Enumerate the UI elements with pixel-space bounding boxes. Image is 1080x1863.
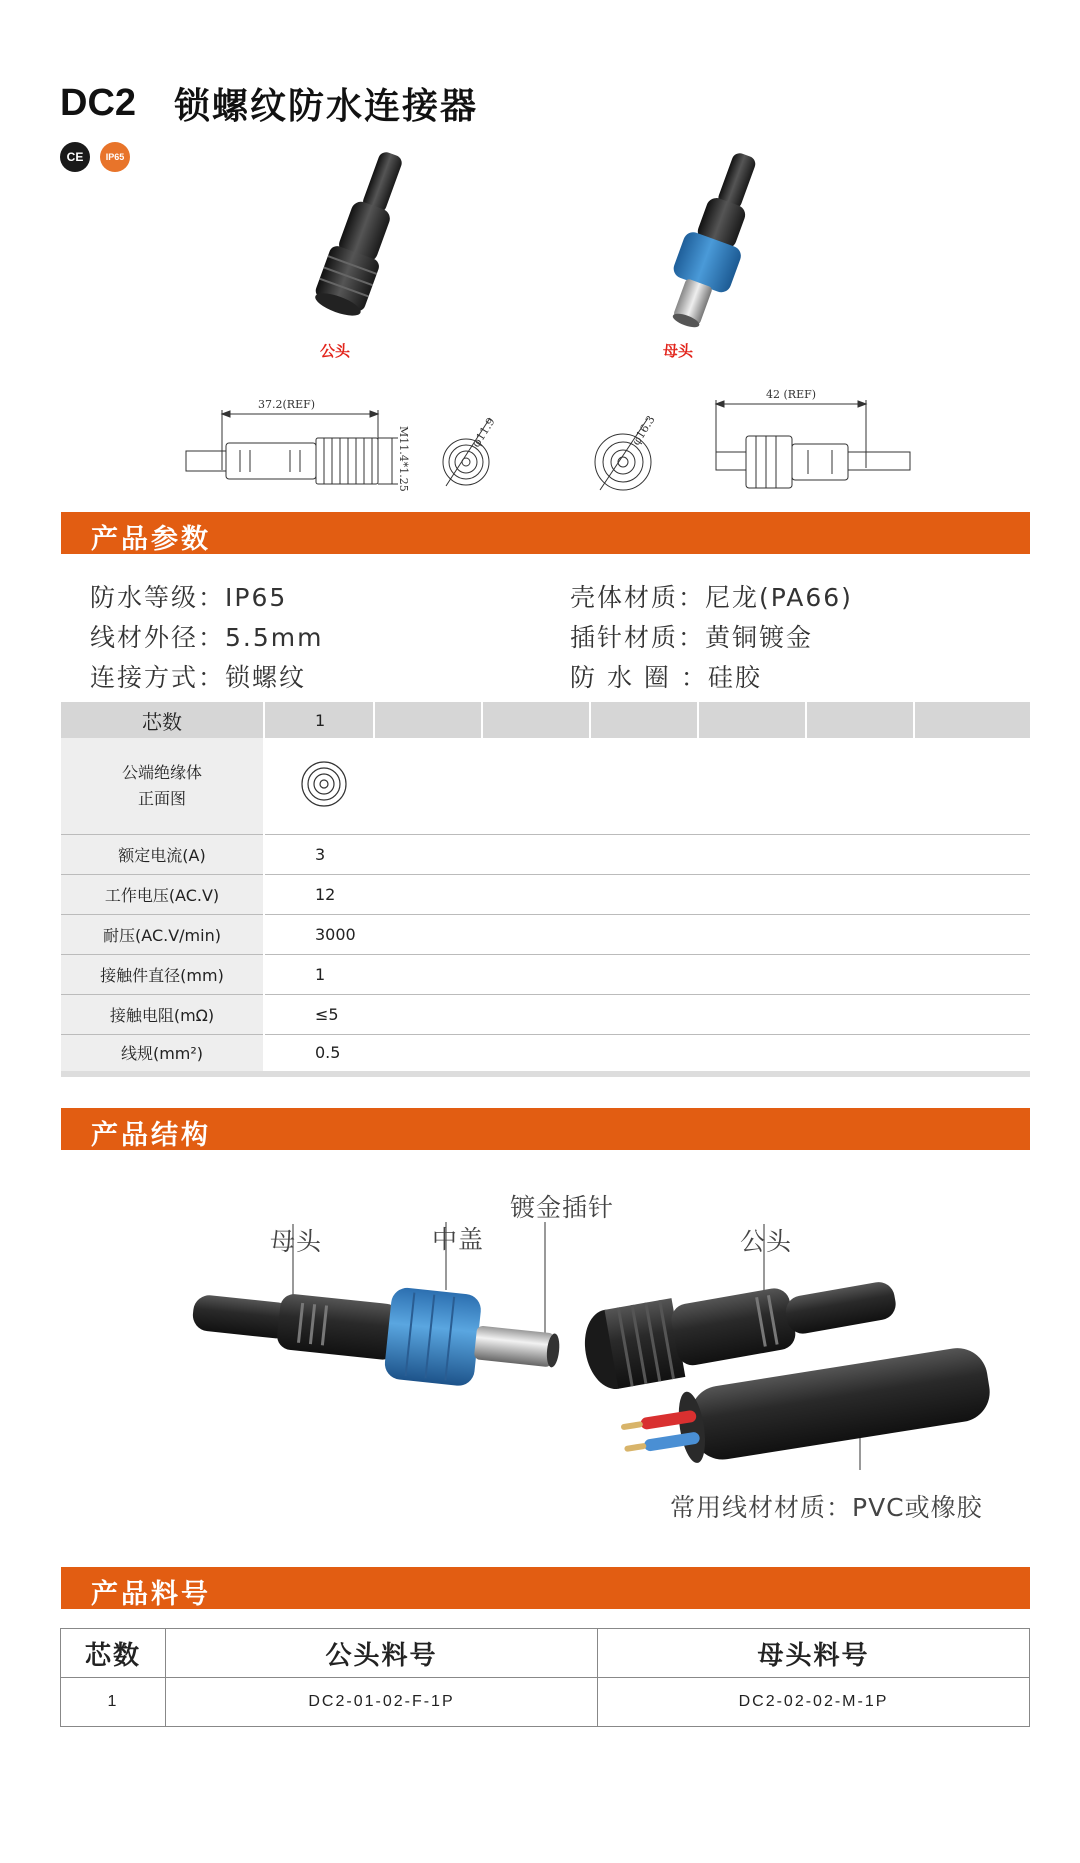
spec-row-label: 接触电阻(mΩ) xyxy=(61,994,264,1034)
part-table-row xyxy=(61,1678,1030,1727)
label-female: 母头 xyxy=(270,1227,323,1256)
spec-row-label: 线规(mm²) xyxy=(61,1034,264,1074)
male-caption: 公头 xyxy=(320,342,351,360)
label-gold-pin: 镀金插针 xyxy=(510,1193,615,1222)
spec-row-value: 1 xyxy=(264,954,1030,994)
spec-row xyxy=(61,1034,1030,1074)
section-part-numbers-bar xyxy=(61,1567,1030,1609)
spec-head-row xyxy=(61,702,1030,738)
section-params-bar xyxy=(61,512,1030,554)
spec-row-value: 12 xyxy=(264,874,1030,914)
param-cable-od: 线材外径：5.5mm xyxy=(90,623,324,652)
spec-head-empty xyxy=(374,702,482,738)
spec-row xyxy=(61,994,1030,1034)
spec-head-empty xyxy=(914,702,1030,738)
param-seal: 防 水 圈 ：硅胶 xyxy=(570,663,762,692)
insulator-front-icon xyxy=(299,759,349,809)
spec-row-label: 工作电压(AC.V) xyxy=(61,874,264,914)
spec-head-label: 芯数 xyxy=(61,702,264,738)
cell-female-pn: DC2-02-02-M-1P xyxy=(598,1678,1030,1727)
cert-badges xyxy=(60,142,130,172)
spec-row-label: 接触件直径(mm) xyxy=(61,954,264,994)
spec-row-label: 额定电流(A) xyxy=(61,834,264,874)
param-connection: 连接方式：锁螺纹 xyxy=(90,663,307,692)
spec-front-row xyxy=(61,738,1030,834)
spec-front-image-cell xyxy=(264,738,1030,834)
spec-front-label-line2: 正面图 xyxy=(137,788,186,808)
page-title xyxy=(60,78,478,129)
female-connector-image xyxy=(640,148,780,338)
spec-row xyxy=(61,834,1030,874)
spec-front-label xyxy=(61,738,264,834)
part-table-header xyxy=(61,1629,1030,1678)
spec-head-empty xyxy=(590,702,698,738)
section-part-numbers-title: 产品料号 xyxy=(91,1579,211,1610)
spec-row-value: 3 xyxy=(264,834,1030,874)
label-male: 公头 xyxy=(740,1227,793,1256)
male-diameter-dim: φ11.9 xyxy=(469,415,498,450)
spec-row xyxy=(61,914,1030,954)
param-waterproof: 防水等级：IP65 xyxy=(90,583,288,612)
model-number: DC2 xyxy=(60,82,137,124)
spec-head-empty xyxy=(698,702,806,738)
ce-badge-icon: CE xyxy=(60,142,90,172)
product-name: 锁螺纹防水连接器 xyxy=(174,86,479,127)
spec-table xyxy=(61,702,1030,1077)
col-header-cores: 芯数 xyxy=(61,1629,166,1678)
part-number-table xyxy=(60,1628,1030,1727)
female-caption: 母头 xyxy=(663,342,694,360)
male-connector-image xyxy=(290,148,430,328)
cell-male-pn: DC2-01-02-F-1P xyxy=(166,1678,598,1727)
technical-drawings xyxy=(0,378,1080,508)
section-params-title: 产品参数 xyxy=(91,524,211,555)
spec-head-empty xyxy=(806,702,914,738)
structure-diagram xyxy=(0,1180,1080,1560)
spec-front-label-line1: 公端绝缘体 xyxy=(121,762,202,782)
param-housing: 壳体材质：尼龙(PA66) xyxy=(570,583,853,612)
spec-row-value: 3000 xyxy=(264,914,1030,954)
col-header-female-pn: 母头料号 xyxy=(598,1629,1030,1678)
cell-cores: 1 xyxy=(61,1678,166,1727)
female-diameter-dim: φ16.3 xyxy=(629,413,658,448)
ip65-badge-icon: IP65 xyxy=(100,142,130,172)
female-length-dim: 42 (REF) xyxy=(766,388,817,401)
section-structure-bar xyxy=(61,1108,1030,1150)
spec-row-value: ≤5 xyxy=(264,994,1030,1034)
spec-row-value: 0.5 xyxy=(264,1034,1030,1074)
section-structure-title: 产品结构 xyxy=(91,1120,211,1151)
col-header-male-pn: 公头料号 xyxy=(166,1629,598,1678)
spec-head-empty xyxy=(482,702,590,738)
male-thread-dim: M11.4*1.25 xyxy=(397,426,410,492)
label-middle-cover: 中盖 xyxy=(432,1225,485,1254)
spec-row xyxy=(61,874,1030,914)
param-pin: 插针材质：黄铜镀金 xyxy=(570,623,814,652)
male-length-dim: 37.2(REF) xyxy=(258,398,316,411)
spec-head-value: 1 xyxy=(264,702,374,738)
spec-row-label: 耐压(AC.V/min) xyxy=(61,914,264,954)
label-cable-material: 常用线材材质：PVC或橡胶 xyxy=(670,1493,983,1522)
spec-row xyxy=(61,954,1030,994)
